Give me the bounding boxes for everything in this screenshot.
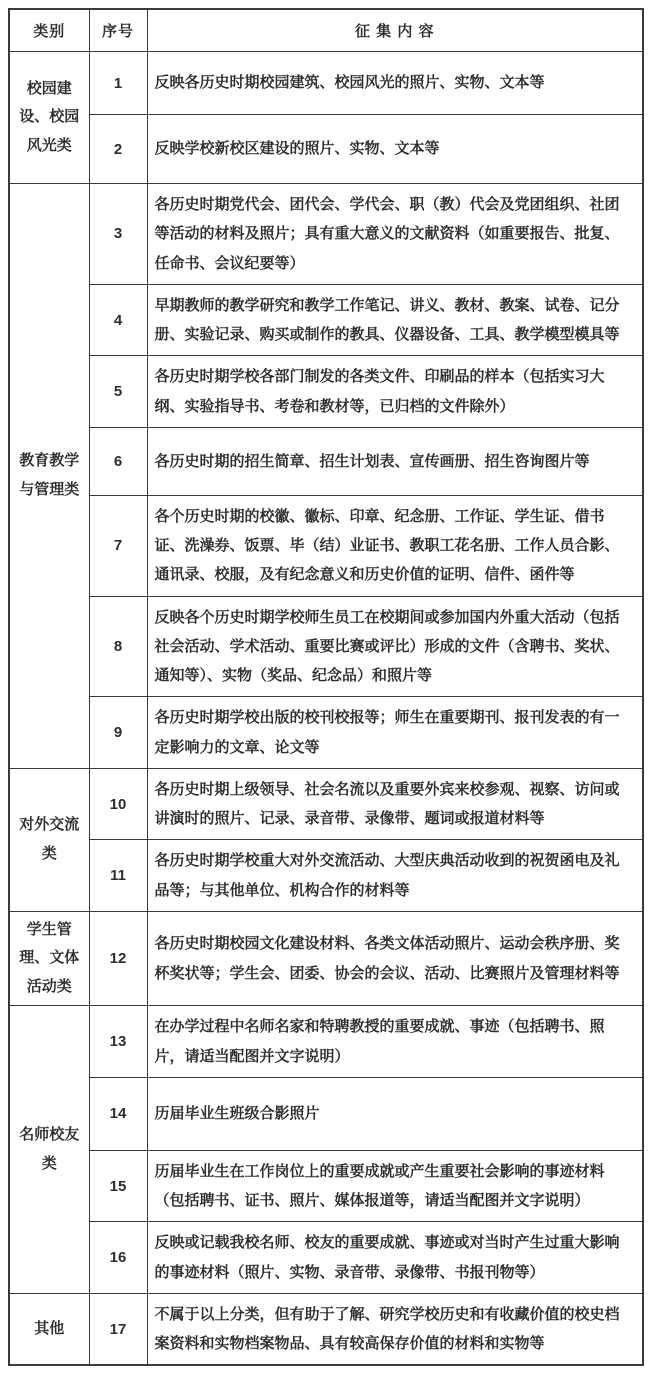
content-cell: 各历史时期学校出版的校刊校报等；师生在重要期刊、报刊发表的有一定影响力的文章、论文等: [147, 697, 643, 769]
row-number: 9: [89, 697, 147, 769]
content-cell: 历届毕业生在工作岗位上的重要成就或产生重要社会影响的事迹材料（包括聘书、证书、照片、媒体报道等，请适当配图并文字说明）: [147, 1150, 643, 1222]
content-cell: 各历史时期校园文化建设材料、各类文体活动照片、运动会秩序册、奖杯奖状等；学生会、团委、协会的会议、活动、比赛照片及管理材料等: [147, 911, 643, 1006]
header-content: 征 集 内 容: [147, 9, 643, 52]
content-cell: 反映各个历史时期学校师生员工在校期间或参加国内外重大活动（包括社会活动、学术活动、重要比赛或评比）形成的文件（含聘书、奖状、通知等）、实物（奖品、纪念品）和照片等: [147, 596, 643, 697]
content-cell: 各历史时期学校各部门制发的各类文件、印刷品的样本（包括实习大纲、实验指导书、考卷和教材等，已归档的文件除外）: [147, 356, 643, 428]
row-number: 11: [89, 840, 147, 912]
row-number: 12: [89, 911, 147, 1006]
row-number: 4: [89, 284, 147, 356]
category-cell: 名师校友类: [9, 1006, 89, 1294]
content-cell: 在办学过程中名师名家和特聘教授的重要成就、事迹（包括聘书、照片，请适当配图并文字说明）: [147, 1006, 643, 1078]
category-cell: 学生管理、文体活动类: [9, 911, 89, 1006]
table-row: [9, 1222, 643, 1294]
table-row: [9, 52, 643, 115]
table-row: [9, 1150, 643, 1222]
content-cell: 各历史时期上级领导、社会名流以及重要外宾来校参观、视察、访问或讲演时的照片、记录、录音带、录像带、题词或报道材料等: [147, 768, 643, 840]
row-number: 10: [89, 768, 147, 840]
content-cell: 各历史时期的招生简章、招生计划表、宣传画册、招生咨询图片等: [147, 427, 643, 495]
content-cell: 反映学校新校区建设的照片、实物、文本等: [147, 115, 643, 184]
table-row: [9, 1077, 643, 1150]
category-cell: 教育教学与管理类: [9, 184, 89, 769]
row-number: 14: [89, 1077, 147, 1150]
row-number: 15: [89, 1150, 147, 1222]
content-cell: 各个历史时期的校徽、徽标、印章、纪念册、工作证、学生证、借书证、洗澡券、饭票、毕（结）业证书、教职工花名册、工作人员合影、通讯录、校服，及有纪念意义和历史价值的证明、信件、函件等: [147, 495, 643, 596]
row-number: 6: [89, 427, 147, 495]
content-cell: 反映各历史时期校园建筑、校园风光的照片、实物、文本等: [147, 52, 643, 115]
content-cell: 各历史时期学校重大对外交流活动、大型庆典活动收到的祝贺函电及礼品等；与其他单位、机构合作的材料等: [147, 840, 643, 912]
content-cell: 历届毕业生班级合影照片: [147, 1077, 643, 1150]
header-row: [9, 9, 643, 52]
table-row: [9, 768, 643, 840]
table-row: [9, 911, 643, 1006]
header-number: 序号: [89, 9, 147, 52]
row-number: 8: [89, 596, 147, 697]
category-cell: 校园建设、校园风光类: [9, 52, 89, 184]
content-cell: 不属于以上分类，但有助于了解、研究学校历史和有收藏价值的校史档案资料和实物档案物品、具有较高保存价值的材料和实物等: [147, 1293, 643, 1365]
table-row: [9, 115, 643, 184]
row-number: 1: [89, 52, 147, 115]
content-cell: 早期教师的教学研究和教学工作笔记、讲义、教材、教案、试卷、记分册、实验记录、购买或制作的教具、仪器设备、工具、教学模型模具等: [147, 284, 643, 356]
table-row: [9, 1293, 643, 1365]
category-cell: 对外交流类: [9, 768, 89, 911]
header-category: 类别: [9, 9, 89, 52]
content-cell: 反映或记载我校名师、校友的重要成就、事迹或对当时产生过重大影响的事迹材料（照片、实物、录音带、录像带、书报刊物等）: [147, 1222, 643, 1294]
table-row: [9, 184, 643, 285]
table-row: [9, 697, 643, 769]
collection-content-table: [8, 8, 644, 1366]
row-number: 2: [89, 115, 147, 184]
content-cell: 各历史时期党代会、团代会、学代会、职（教）代会及党团组织、社团等活动的材料及照片；具有重大意义的文献资料（如重要报告、批复、任命书、会议纪要等）: [147, 184, 643, 285]
table-row: [9, 356, 643, 428]
table-row: [9, 596, 643, 697]
row-number: 3: [89, 184, 147, 285]
row-number: 17: [89, 1293, 147, 1365]
category-cell: 其他: [9, 1293, 89, 1365]
table-row: [9, 427, 643, 495]
row-number: 13: [89, 1006, 147, 1078]
table-row: [9, 840, 643, 912]
row-number: 16: [89, 1222, 147, 1294]
table-row: [9, 284, 643, 356]
table-row: [9, 1006, 643, 1078]
table-row: [9, 495, 643, 596]
row-number: 7: [89, 495, 147, 596]
row-number: 5: [89, 356, 147, 428]
